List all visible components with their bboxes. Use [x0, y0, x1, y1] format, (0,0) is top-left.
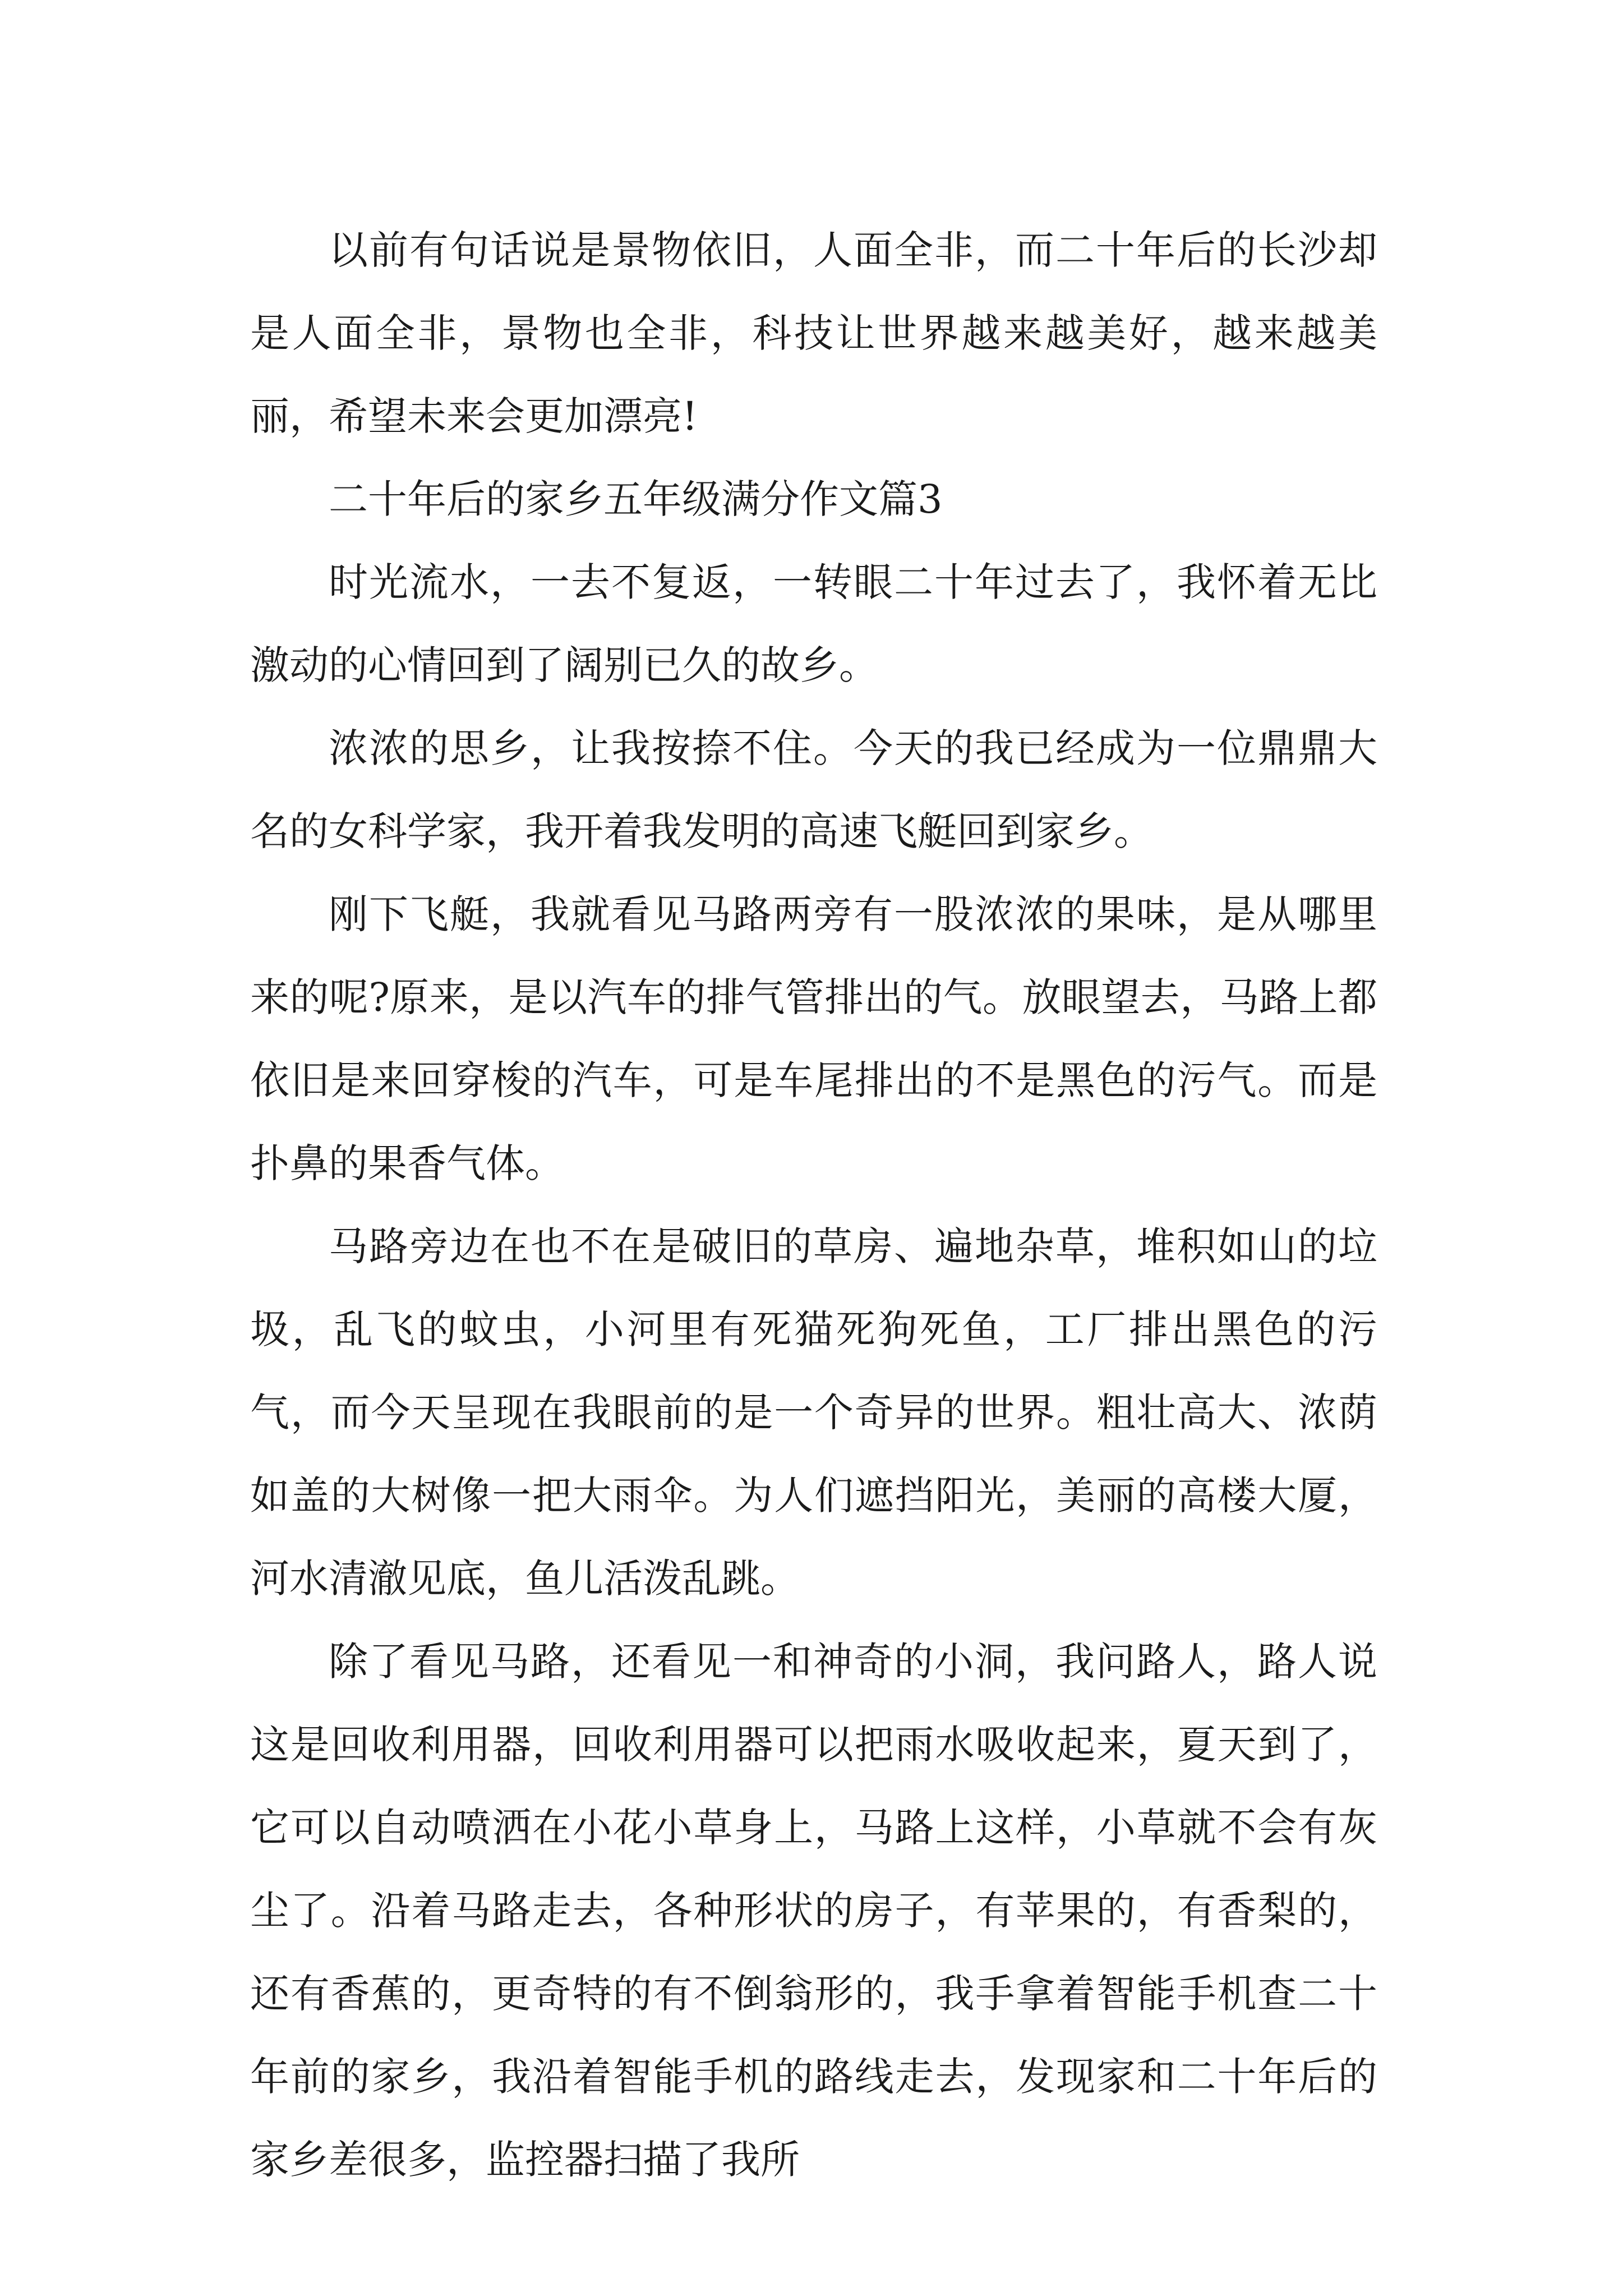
paragraph-5: 马路旁边在也不在是破旧的草房、遍地杂草，堆积如山的垃圾，乱飞的蚊虫，小河里有死猫死狗死鱼，工厂排出黑色的污气，而今天呈现在我眼前的是一个奇异的世界。粗壮高大、浓荫如盖的大树像一把大雨伞。为人们遮挡阳光，美丽的高楼大厦，河水清澈见底，鱼儿活泼乱跳。 [250, 1223, 1377, 1602]
document-body [250, 209, 1377, 2201]
paragraph-2: 时光流水，一去不复返，一转眼二十年过去了，我怀着无比激动的心情回到了阔别已久的故乡。 [250, 559, 1377, 688]
paragraph-1: 以前有句话说是景物依旧，人面全非，而二十年后的长沙却是人面全非，景物也全非，科技让世界越来越美好，越来越美丽，希望未来会更加漂亮! [250, 227, 1377, 439]
paragraph-3: 浓浓的思乡，让我按捺不住。今天的我已经成为一位鼎鼎大名的女科学家，我开着我发明的高速飞艇回到家乡。 [250, 725, 1377, 854]
section-heading: 二十年后的家乡五年级满分作文篇3 [329, 476, 943, 522]
paragraph-4: 刚下飞艇，我就看见马路两旁有一股浓浓的果味，是从哪里来的呢?原来，是以汽车的排气管排出的气。放眼望去，马路上都依旧是来回穿梭的汽车，可是车尾排出的不是黑色的污气。而是扑鼻的果香气体。 [250, 891, 1377, 1186]
paragraph-6: 除了看见马路，还看见一和神奇的小洞，我问路人，路人说这是回收利用器，回收利用器可以把雨水吸收起来，夏天到了，它可以自动喷洒在小花小草身上，马路上这样，小草就不会有灰尘了。沿着马路走去，各种形状的房子，有苹果的，有香梨的，还有香蕉的，更奇特的有不倒翁形的，我手拿着智能手机查二十年前的家乡，我沿着智能手机的路线走去，发现家和二十年后的家乡差很多，监控器扫描了我所 [250, 1639, 1377, 2183]
